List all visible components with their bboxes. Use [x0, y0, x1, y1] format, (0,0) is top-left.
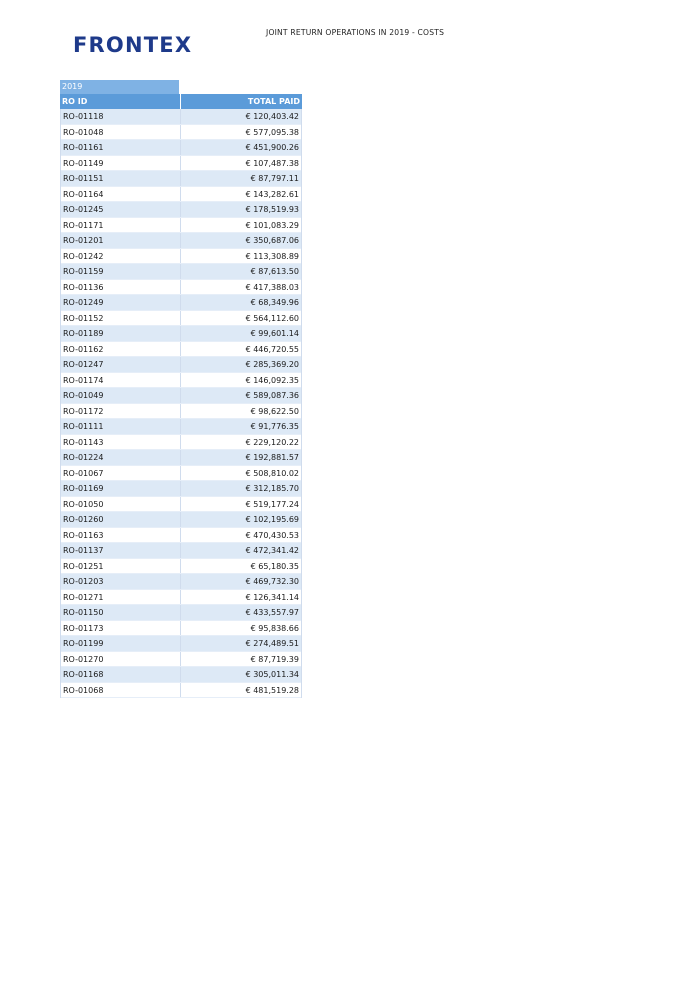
table-row [61, 249, 301, 265]
ro-id-cell: RO-01161 [61, 140, 181, 155]
ro-id-cell: RO-01151 [61, 171, 181, 186]
total-paid-cell: € 102,195.69 [245, 515, 299, 524]
table-row [61, 559, 301, 575]
year-label: 2019 [60, 80, 180, 94]
total-paid-cell: € 87,797.11 [250, 174, 299, 183]
total-paid-cell: € 508,810.02 [245, 468, 299, 478]
table-row [61, 605, 301, 621]
total-paid-cell: € 469,732.30 [245, 577, 299, 586]
table-row [61, 140, 301, 156]
ro-id-cell: RO-01172 [61, 404, 181, 419]
ro-id-cell: RO-01049 [61, 388, 181, 403]
ro-id-cell: RO-01150 [61, 605, 181, 620]
table-row [61, 373, 301, 389]
ro-id-cell: RO-01203 [61, 574, 181, 589]
total-paid-cell: € 192,881.57 [245, 453, 299, 462]
ro-id-cell: RO-01067 [61, 466, 181, 481]
ro-id-cell: RO-01251 [61, 559, 181, 574]
table-row [61, 202, 301, 218]
ro-id-cell: RO-01242 [61, 249, 181, 264]
total-paid-cell: € 143,282.61 [245, 189, 299, 199]
ro-id-cell: RO-01199 [61, 636, 181, 651]
table-row [61, 528, 301, 544]
ro-id-cell: RO-01260 [61, 512, 181, 527]
total-paid-cell: € 519,177.24 [245, 499, 299, 509]
total-paid-cell: € 577,095.38 [245, 127, 299, 137]
table-row [61, 497, 301, 513]
ro-id-cell: RO-01169 [61, 481, 181, 496]
total-paid-cell: € 87,719.39 [250, 654, 299, 664]
table-row [61, 404, 301, 420]
table-row [61, 311, 301, 327]
total-paid-cell: € 470,430.53 [245, 530, 299, 540]
table-row [61, 357, 301, 373]
total-paid-cell: € 229,120.22 [245, 437, 299, 447]
ro-id-cell: RO-01224 [61, 450, 181, 465]
table-row [61, 590, 301, 606]
table-row [61, 512, 301, 528]
ro-id-cell: RO-01247 [61, 357, 181, 372]
total-paid-cell: € 564,112.60 [245, 313, 299, 323]
ro-id-cell: RO-01136 [61, 280, 181, 295]
ro-id-cell: RO-01173 [61, 621, 181, 636]
total-paid-cell: € 120,403.42 [245, 112, 299, 121]
ro-id-cell: RO-01068 [61, 683, 181, 698]
column-header-row [60, 94, 302, 109]
table-row [61, 171, 301, 187]
total-paid-cell: € 274,489.51 [245, 639, 299, 648]
total-paid-cell: € 472,341.42 [245, 546, 299, 555]
total-paid-cell: € 68,349.96 [250, 298, 299, 307]
ro-id-cell: RO-01164 [61, 187, 181, 202]
table-row [61, 156, 301, 172]
total-paid-cell: € 305,011.34 [245, 670, 299, 679]
total-paid-cell: € 95,838.66 [250, 623, 299, 633]
ro-id-cell: RO-01271 [61, 590, 181, 605]
frontex-logo: FRONTEX [73, 33, 193, 57]
total-paid-cell: € 126,341.14 [245, 592, 299, 602]
total-paid-cell: € 312,185.70 [245, 484, 299, 493]
table-row [61, 481, 301, 497]
ro-id-cell: RO-01163 [61, 528, 181, 543]
ro-id-cell: RO-01162 [61, 342, 181, 357]
table-row [61, 388, 301, 404]
table-row [61, 543, 301, 559]
total-paid-cell: € 91,776.35 [250, 422, 299, 431]
total-paid-cell: € 589,087.36 [245, 391, 299, 400]
column-header-ro-id: RO ID [60, 94, 181, 109]
table-row [61, 109, 301, 125]
total-paid-cell: € 285,369.20 [245, 360, 299, 369]
ro-id-cell: RO-01171 [61, 218, 181, 233]
table-row [61, 280, 301, 296]
table-row [61, 683, 301, 699]
ro-id-cell: RO-01111 [61, 419, 181, 434]
table-row [61, 125, 301, 141]
ro-id-cell: RO-01189 [61, 326, 181, 341]
total-paid-cell: € 65,180.35 [250, 561, 299, 571]
total-paid-cell: € 417,388.03 [245, 282, 299, 292]
total-paid-cell: € 446,720.55 [245, 344, 299, 354]
ro-id-cell: RO-01137 [61, 543, 181, 558]
ro-id-cell: RO-01159 [61, 264, 181, 279]
ro-id-cell: RO-01249 [61, 295, 181, 310]
total-paid-cell: € 107,487.38 [245, 158, 299, 168]
total-paid-cell: € 98,622.50 [250, 406, 299, 416]
total-paid-cell: € 178,519.93 [245, 205, 299, 214]
table-row [61, 295, 301, 311]
table-row [61, 187, 301, 203]
table-row [61, 621, 301, 637]
table-row [61, 218, 301, 234]
total-paid-cell: € 87,613.50 [250, 267, 299, 276]
total-paid-cell: € 350,687.06 [245, 236, 299, 245]
ro-id-cell: RO-01050 [61, 497, 181, 512]
table-body [60, 109, 302, 698]
total-paid-cell: € 433,557.97 [245, 608, 299, 617]
ro-id-cell: RO-01048 [61, 125, 181, 140]
ro-id-cell: RO-01245 [61, 202, 181, 217]
total-paid-cell: € 481,519.28 [245, 685, 299, 695]
ro-id-cell: RO-01152 [61, 311, 181, 326]
ro-id-cell: RO-01149 [61, 156, 181, 171]
total-paid-cell: € 101,083.29 [245, 220, 299, 230]
table-row [61, 652, 301, 668]
column-header-total-paid: TOTAL PAID [247, 97, 300, 106]
year-header-row [60, 80, 302, 94]
costs-table [60, 80, 302, 698]
ro-id-cell: RO-01168 [61, 667, 181, 682]
ro-id-cell: RO-01143 [61, 435, 181, 450]
table-row [61, 466, 301, 482]
total-paid-cell: € 451,900.26 [245, 143, 299, 152]
table-row [61, 574, 301, 590]
ro-id-cell: RO-01118 [61, 109, 181, 124]
total-paid-cell: € 146,092.35 [245, 375, 299, 385]
table-row [61, 326, 301, 342]
total-paid-cell: € 99,601.14 [250, 329, 299, 338]
total-paid-cell: € 113,308.89 [245, 251, 299, 261]
document-title: JOINT RETURN OPERATIONS IN 2019 - COSTS [266, 28, 445, 37]
table-row [61, 667, 301, 683]
ro-id-cell: RO-01174 [61, 373, 181, 388]
table-row [61, 435, 301, 451]
ro-id-cell: RO-01201 [61, 233, 181, 248]
table-row [61, 233, 301, 249]
table-row [61, 342, 301, 358]
table-row [61, 636, 301, 652]
ro-id-cell: RO-01270 [61, 652, 181, 667]
table-row [61, 419, 301, 435]
table-row [61, 450, 301, 466]
table-row [61, 264, 301, 280]
